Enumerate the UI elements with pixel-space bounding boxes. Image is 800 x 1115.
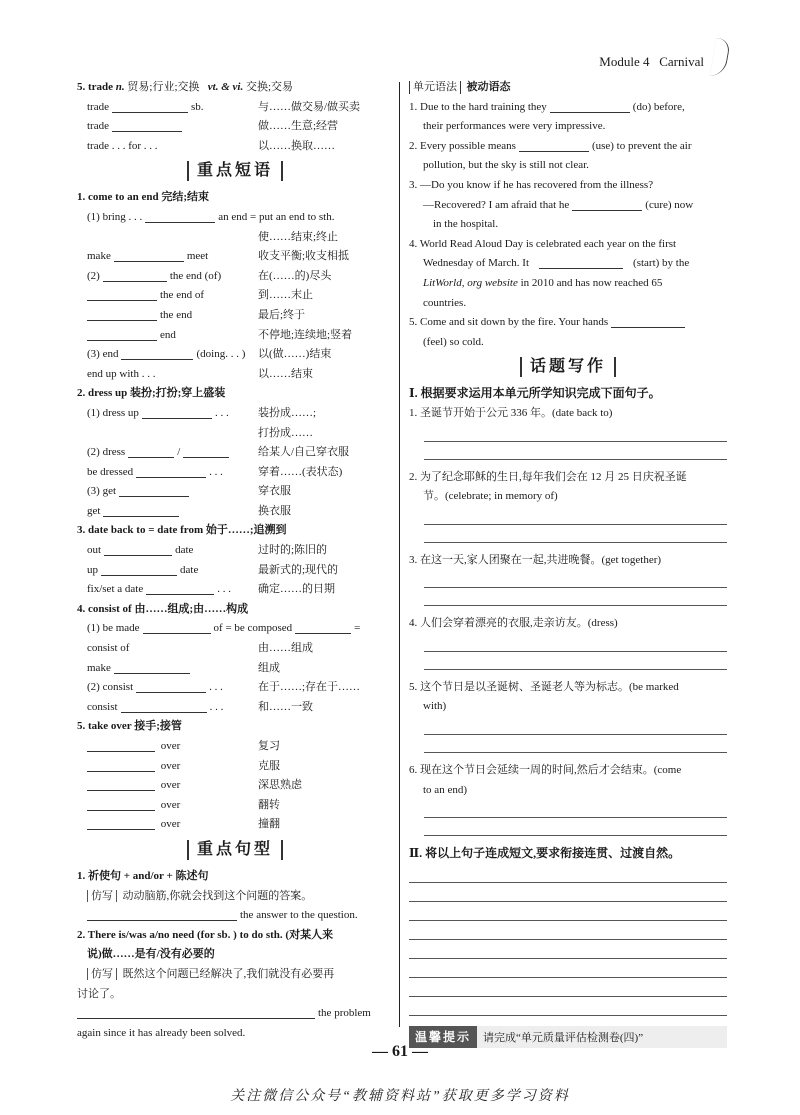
fill-blank[interactable] bbox=[121, 699, 207, 713]
imitate-tag: 仿写 bbox=[87, 890, 117, 902]
imitate-tag: 仿写 bbox=[87, 968, 117, 980]
answer-line[interactable] bbox=[424, 442, 727, 460]
fill-blank[interactable] bbox=[121, 346, 193, 360]
phrase-2-row: (1) dress up . . . 装扮成……; bbox=[87, 406, 317, 419]
fill-blank[interactable] bbox=[611, 314, 685, 328]
sentence-2-answer: the problem bbox=[77, 1004, 393, 1024]
essay-line[interactable] bbox=[409, 940, 727, 959]
right-column bbox=[409, 78, 727, 1048]
fill-blank[interactable] bbox=[112, 118, 182, 132]
fill-blank[interactable] bbox=[87, 307, 157, 321]
phrase-3-row: out date 过时的;陈旧的 bbox=[87, 544, 328, 557]
part-1-instruction: Ⅰ. 根据要求运用本单元所学知识完成下面句子。 bbox=[409, 386, 661, 401]
sentence-2-answer-cont: again since it has already been solved. bbox=[77, 1026, 246, 1039]
sentence-2-title-cont: 说)做……是有/没有必要的 bbox=[87, 948, 215, 961]
sentence-2-prompt: 仿写 既然这个问题已经解决了,我们就没有必要再 bbox=[77, 965, 393, 985]
sentence-1-title: 1. 祈使句 + and/or + 陈述句 bbox=[77, 869, 209, 882]
phrase-5-row: over 克服 bbox=[77, 757, 393, 777]
answer-blank[interactable] bbox=[87, 907, 237, 921]
reminder-text: 请完成“单元质量评估检测卷(四)” bbox=[483, 1031, 644, 1044]
writing-q5-cont: with) bbox=[423, 700, 447, 713]
footer-note: 关注微信公众号“教辅资料站”获取更多学习资料 bbox=[230, 1089, 570, 1104]
answer-line[interactable] bbox=[424, 634, 727, 652]
reminder-label: 温馨提示 bbox=[409, 1026, 477, 1048]
key-sentences-heading: 重点句型 bbox=[77, 837, 393, 865]
fill-blank[interactable] bbox=[295, 620, 351, 634]
fill-blank[interactable] bbox=[87, 327, 157, 341]
fill-blank[interactable] bbox=[146, 581, 214, 595]
essay-line[interactable] bbox=[409, 883, 727, 902]
phrase-1-row: (1) bring . . . an end = put an end to sth. bbox=[87, 210, 335, 223]
fill-blank[interactable] bbox=[87, 738, 155, 752]
page-number: — 61 — bbox=[372, 1043, 428, 1060]
fill-blank[interactable] bbox=[87, 816, 155, 830]
fill-blank[interactable] bbox=[142, 405, 212, 419]
writing-q2: 2. 为了纪念耶稣的生日,每年我们会在 12 月 25 日庆祝圣诞 bbox=[409, 470, 687, 483]
grammar-q2-cont: pollution, but the sky is still not clear. bbox=[423, 159, 589, 172]
phrase-1-row: end 不停地;连续地;竖着 bbox=[77, 326, 393, 346]
phrase-4-row: make 组成 bbox=[87, 661, 280, 674]
essay-line[interactable] bbox=[409, 959, 727, 978]
sentence-2-title: 2. There is/was a/no need (for sb. ) to do sth. (对某人来 bbox=[77, 928, 334, 941]
answer-line[interactable] bbox=[424, 717, 727, 735]
grammar-q3: 3. —Do you know if he has recovered from the illness? bbox=[409, 178, 654, 191]
grammar-q5: 5. Come and sit down by the fire. Your hands bbox=[409, 313, 727, 333]
fill-blank[interactable] bbox=[112, 99, 188, 113]
answer-line[interactable] bbox=[424, 800, 727, 818]
fill-blank[interactable] bbox=[519, 138, 589, 152]
fill-blank[interactable] bbox=[103, 503, 179, 517]
header-decoration bbox=[710, 38, 732, 76]
fill-blank[interactable] bbox=[539, 255, 623, 269]
fill-blank[interactable] bbox=[550, 99, 630, 113]
writing-q5: 5. 这个节日是以圣诞树、圣诞老人等为标志。(be marked bbox=[409, 680, 679, 693]
trade-row-3: trade . . . for . . . 以……换取…… bbox=[87, 139, 335, 152]
answer-line[interactable] bbox=[424, 652, 727, 670]
sentence-2-prompt-cont: 讨论了。 bbox=[77, 987, 121, 1000]
writing-q6: 6. 现在这个节日会延续一周的时间,然后才会结束。(come bbox=[409, 764, 682, 777]
grammar-q1-cont: their performances were very impressive. bbox=[423, 120, 606, 133]
phrase-1-row: (3) end (doing. . . ) 以(做……)结束 bbox=[87, 348, 332, 361]
phrase-4-row: consist of 由……组成 bbox=[87, 642, 313, 655]
fill-blank[interactable] bbox=[572, 197, 642, 211]
writing-q2-cont: 节。(celebrate; in memory of) bbox=[423, 490, 558, 503]
writing-q6-cont: to an end) bbox=[423, 783, 467, 796]
running-header bbox=[599, 54, 704, 70]
fill-blank[interactable] bbox=[128, 444, 174, 458]
phrase-3-row: fix/set a date . . . 确定……的日期 bbox=[87, 583, 335, 596]
phrase-1-row: the end 最后;终于 bbox=[77, 306, 393, 326]
topic-writing-heading: 话题写作 bbox=[409, 354, 727, 382]
module-title: Carnival bbox=[659, 54, 704, 69]
trade-entry-title: 5. trade n. 贸易;行业;交换 vt. & vi. 交换;交易 bbox=[77, 81, 294, 93]
fill-blank[interactable] bbox=[136, 464, 206, 478]
phrase-3-title: 3. date back to = date from 始于……;追溯到 bbox=[77, 524, 287, 537]
grammar-heading: 单元语法 被动语态 bbox=[409, 78, 727, 98]
answer-blank[interactable] bbox=[77, 1005, 315, 1019]
writing-q4: 4. 人们会穿着漂亮的衣服,走亲访友。(dress) bbox=[409, 617, 618, 630]
phrase-4-row: (1) be made of = be composed = bbox=[87, 622, 361, 635]
essay-line[interactable] bbox=[409, 997, 727, 1016]
fill-blank[interactable] bbox=[103, 268, 167, 282]
grammar-q3-b: —Recovered? I am afraid that he (cure) now bbox=[423, 198, 694, 211]
phrase-4-title: 4. consist of 由……组成;由……构成 bbox=[77, 602, 249, 615]
phrase-5-row: over 深思熟虑 bbox=[77, 776, 393, 796]
essay-line[interactable] bbox=[409, 864, 727, 883]
part-2-instruction: Ⅱ. 将以上句子连成短文,要求衔接连贯、过渡自然。 bbox=[409, 846, 681, 861]
grammar-q1: 1. Due to the hard training they (do) before, bbox=[409, 100, 685, 113]
fill-blank[interactable] bbox=[183, 444, 229, 458]
essay-line[interactable] bbox=[409, 902, 727, 921]
grammar-q4-b: Wednesday of March. It (start) by the bbox=[423, 257, 690, 270]
grammar-q4-d: countries. bbox=[423, 296, 467, 309]
fill-blank[interactable] bbox=[114, 248, 184, 262]
phrase-1-row: (2) the end (of) 在(……的)尽头 bbox=[87, 269, 332, 282]
fill-blank[interactable] bbox=[87, 287, 157, 301]
phrase-1-row: 使……结束;终止 bbox=[258, 230, 339, 243]
trade-row-1: trade sb. 与……做交易/做买卖 bbox=[87, 100, 361, 113]
fill-blank[interactable] bbox=[101, 562, 177, 576]
fill-blank[interactable] bbox=[143, 620, 211, 634]
fill-blank[interactable] bbox=[87, 777, 155, 791]
phrase-5-title: 5. take over 接手;接管 bbox=[77, 720, 182, 733]
fill-blank[interactable] bbox=[119, 483, 189, 497]
answer-line[interactable] bbox=[424, 570, 727, 588]
fill-blank[interactable] bbox=[87, 797, 155, 811]
answer-line[interactable] bbox=[424, 424, 727, 442]
fill-blank[interactable] bbox=[136, 679, 206, 693]
module-label: Module 4 bbox=[599, 54, 650, 69]
fill-blank[interactable] bbox=[145, 209, 215, 223]
grammar-q3-c: in the hospital. bbox=[433, 218, 499, 231]
fill-blank[interactable] bbox=[104, 542, 172, 556]
grammar-q2: 2. Every possible means (use) to prevent the air bbox=[409, 139, 692, 152]
phrase-1-row: end up with . . . 以……结束 bbox=[87, 367, 313, 380]
grammar-tag: 单元语法 bbox=[409, 81, 461, 94]
phrase-2-row: get 换衣服 bbox=[87, 504, 291, 517]
answer-line[interactable] bbox=[424, 818, 727, 836]
answer-line[interactable] bbox=[424, 507, 727, 525]
fill-blank[interactable] bbox=[87, 758, 155, 772]
phrase-2-title: 2. dress up 装扮;打扮;穿上盛装 bbox=[77, 387, 226, 400]
phrase-5-row: over 复习 bbox=[77, 737, 393, 757]
writing-q1: 1. 圣诞节开始于公元 336 年。(date back to) bbox=[409, 406, 613, 419]
phrase-2-row: (2) dress / 给某人/自己穿衣服 bbox=[87, 446, 350, 459]
trade-row-2: trade 做……生意;经营 bbox=[87, 120, 339, 133]
phrase-1-row: the end of 到……末止 bbox=[77, 286, 393, 306]
answer-line[interactable] bbox=[424, 525, 727, 543]
key-phrases-heading: 重点短语 bbox=[77, 158, 393, 186]
fill-blank[interactable] bbox=[114, 660, 190, 674]
grammar-q5-cont: (feel) so cold. bbox=[423, 335, 484, 348]
phrase-5-row: over 翻转 bbox=[77, 796, 393, 816]
grammar-q4: 4. World Read Aloud Day is celebrated each year on the first bbox=[409, 237, 677, 250]
phrase-4-row: (2) consist . . . 在于……;存在于…… bbox=[87, 681, 361, 694]
sentence-1-prompt: 仿写 动动脑筋,你就会找到这个问题的答案。 bbox=[77, 887, 393, 907]
essay-line[interactable] bbox=[409, 921, 727, 940]
phrase-5-row: over 撞翻 bbox=[77, 815, 393, 835]
column-divider bbox=[399, 82, 400, 1027]
grammar-q4-c: LitWorld, org website in 2010 and has now reached 65 bbox=[423, 276, 663, 289]
essay-line[interactable] bbox=[409, 978, 727, 997]
phrase-3-row: up date 最新式的;现代的 bbox=[87, 563, 339, 576]
phrase-1-title: 1. come to an end 完结;结束 bbox=[77, 191, 209, 204]
phrase-2-row: 打扮成…… bbox=[258, 426, 313, 439]
phrase-4-row: consist . . . 和……一致 bbox=[87, 700, 313, 713]
answer-line[interactable] bbox=[424, 735, 727, 753]
phrase-2-row: be dressed . . . 穿着……(表状态) bbox=[87, 465, 343, 478]
answer-line[interactable] bbox=[424, 588, 727, 606]
writing-q3: 3. 在这一天,家人团聚在一起,共进晚餐。(get together) bbox=[409, 553, 662, 566]
sentence-1-answer: the answer to the question. bbox=[77, 906, 393, 926]
left-column bbox=[77, 78, 393, 1043]
phrase-1-row: make meet 收支平衡;收支相抵 bbox=[87, 250, 350, 263]
phrase-2-row: (3) get 穿衣服 bbox=[87, 485, 291, 498]
